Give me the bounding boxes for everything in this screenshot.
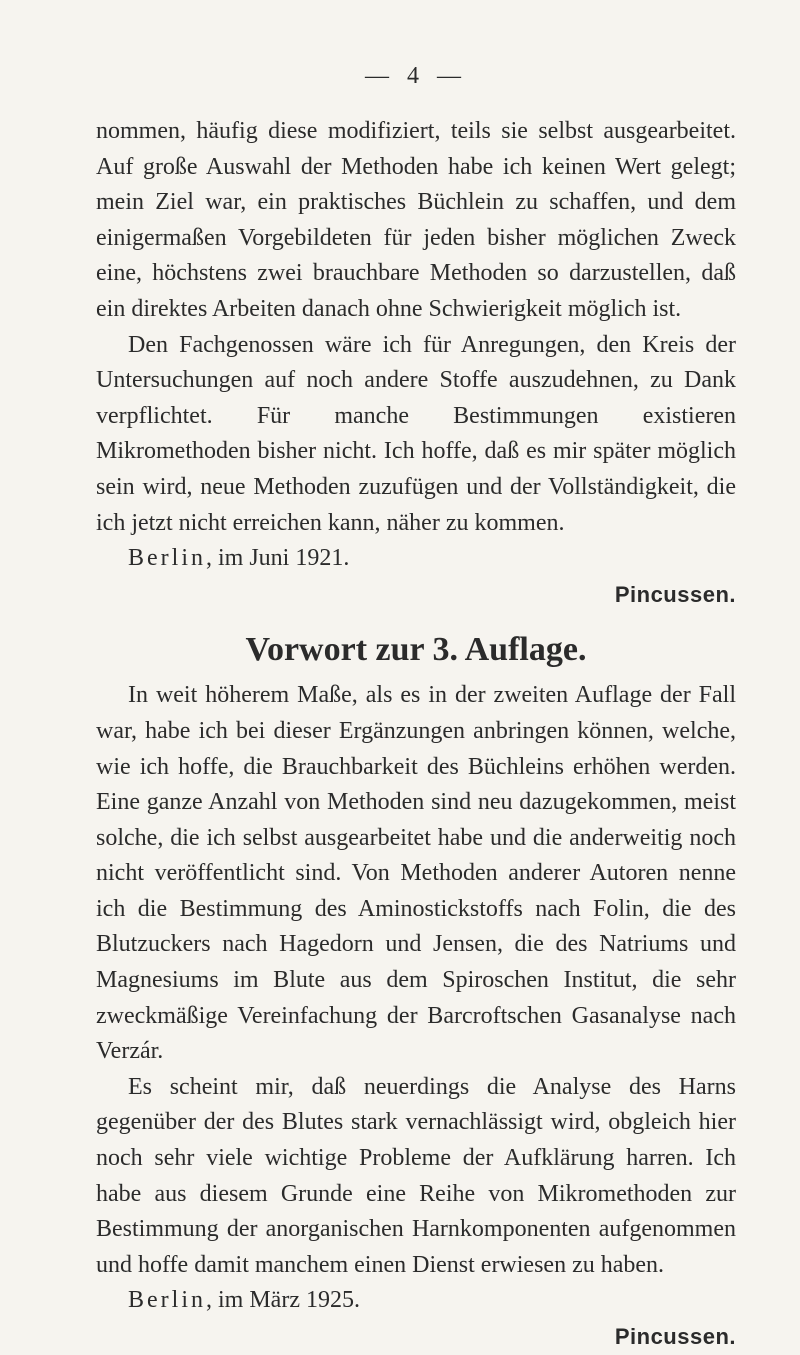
- paragraph-preface-3-1: In weit höherem Maße, als es in der zweiten Auflage der Fall war, habe ich bei dieser Ergänzungen anbringen können, welche, wie ich hoffe, die Brauchbarkeit des Büchleins erhöhen werden. Eine ganze Anzahl von Methoden sind neu dazugekommen, meist solche, die ich selbst ausgearbeitet habe und die anderweitig noch nicht veröffentlicht sind. Von Methoden anderer Autoren nenne ich die Bestimmung des Aminostickstoffs nach Folin, die des Blutzuckers nach Hagedorn und Jensen, die des Natriums und Magnesiums im Blute aus dem Spiroschen Institut, die sehr zweckmäßige Vereinfachung der Barcroftschen Gasanalyse nach Verzár.: [96, 682, 736, 1065]
- place-berlin-1925: Berlin: [128, 1287, 206, 1314]
- page-content: [96, 0, 736, 1349]
- date-1925: , im März 1925.: [206, 1287, 360, 1314]
- signature-1925: Pincussen.: [614, 1324, 736, 1349]
- section-heading-preface-3: Vorwort zur 3. Auflage.: [245, 631, 587, 669]
- body-text: [96, 114, 736, 1355]
- signature-1921: Pincussen.: [614, 581, 736, 607]
- place-date-1925: [96, 1283, 736, 1319]
- place-berlin-1921: Berlin: [128, 545, 206, 572]
- paragraph-preface-2-1: nommen, häufig diese modifiziert, teils sie selbst ausgearbeitet. Auf große Auswahl der Methoden habe ich keinen Wert gelegt; mein Ziel war, ein praktisches Büchlein zu schaffen, und dem einigermaßen Vorgebildeten für jeden bisher möglichen Zweck eine, höchstens zwei brauchbare Methoden so darzustellen, daß ein direktes Arbeiten danach ohne Schwierigkeit möglich ist.: [96, 118, 736, 322]
- page-number: — 4 —: [365, 63, 467, 89]
- paragraph-preface-3-2: Es scheint mir, daß neuerdings die Analyse des Harns gegenüber der des Blutes stark vernachlässigt wird, obgleich hier noch sehr viele wichtige Probleme der Aufklärung harren. Ich habe aus diesem Grunde eine Reihe von Mikromethoden zur Bestimmung der anorganischen Harnkomponenten aufgenommen und hoffe damit manchem einen Dienst erwiesen zu haben.: [96, 1073, 736, 1278]
- date-1921: , im Juni 1921.: [206, 545, 350, 572]
- place-date-1921: [96, 541, 736, 577]
- paragraph-preface-2-2: Den Fachgenossen wäre ich für Anregungen, den Kreis der Untersuchungen auf noch andere Stoffe auszudehnen, zu Dank verpflichtet. Für manche Bestimmungen existieren Mikromethoden bisher nicht. Ich hoffe, daß es mir später möglich sein wird, neue Methoden zuzufügen und der Vollständigkeit, die ich jetzt nicht erreichen kann, näher zu kommen.: [96, 331, 736, 536]
